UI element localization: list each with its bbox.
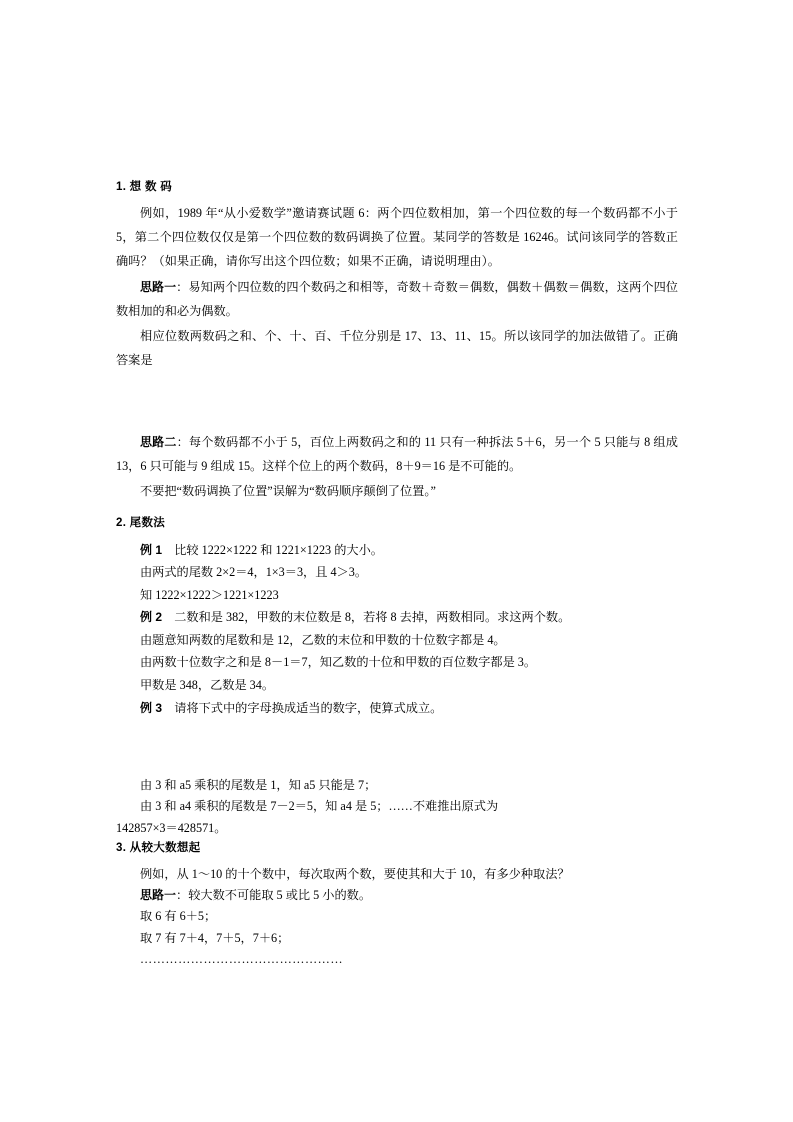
line-section3-take-6: 取 6 有 6＋5；: [140, 909, 217, 924]
line-example-2-answer: 甲数是 348，乙数是 34。: [140, 677, 275, 692]
paragraph-idea-one: [116, 276, 678, 324]
line-example-2-text: 二数和是 382，甲数的末位数是 8，若将 8 去掉，两数相同。求这两个数。: [162, 610, 571, 625]
line-example-1-text: 比较 1222×1222 和 1221×1223 的大小。: [162, 542, 383, 557]
line-example-3-result: 142857×3＝428571。: [116, 820, 227, 835]
line-example-2-work-1: 由题意知两数的尾数和是 12，乙数的末位和甲数的十位数字都是 4。: [140, 632, 506, 647]
lead-label-idea-two: 思路二: [140, 434, 177, 449]
line-example-1-statement: [116, 539, 678, 562]
line-example-2-work-2: 由两数十位数字之和是 8－1＝7，知乙数的十位和甲数的百位数字都是 3。: [140, 655, 537, 670]
section-heading-2: 2. 尾数法: [116, 517, 166, 530]
document-body: [116, 178, 678, 970]
paragraph-idea-two-text: ：每个数码都不小于 5，百位上两数码之和的 11 只有一种拆法 5＋6，另一个 5 只能与 8 组成 13，6 只可能与 9 组成 15。这样个位上的两个数码，8＋9＝16 是不可能的。: [116, 434, 678, 473]
line-section3-example: 例如，从 1～10 的十个数中，每次取两个数，要使其和大于 10，有多少种取法？: [140, 866, 570, 881]
line-example-3-statement: [116, 697, 678, 720]
section-heading-1: 1. 想 数 码: [116, 181, 173, 193]
lead-label-example-2: 例 2: [140, 610, 163, 625]
lead-label-example-3: 例 3: [140, 700, 163, 715]
paragraph-caution-note: 不要把“数码调换了位置”误解为“数码顺序颠倒了位置。”: [140, 484, 436, 499]
paragraph-idea-two: [116, 431, 678, 479]
paragraph-idea-one-text: ：易知两个四位数的四个数码之和相等，奇数＋奇数＝偶数，偶数＋偶数＝偶数，这两个四位数相加的和必为偶数。: [116, 279, 678, 318]
lead-label-idea-one: 思路一: [140, 279, 177, 294]
paragraph-digit-sums: 相应位数两数码之和、个、十、百、千位分别是 17、13、11、15。所以该同学的加法做错了。正确答案是: [116, 329, 678, 368]
line-example-1-result: 知 1222×1222＞1221×1223: [140, 587, 279, 602]
section-heading-3: 3. 从较大数想起: [116, 842, 201, 855]
figure-placeholder-2: [116, 719, 678, 775]
paragraph-example-1989: 例如，1989 年“从小爱数学”邀请赛试题 6：两个四位数相加，第一个四位数的每一个数码都不小于 5，第二个四位数仅仅是第一个四位数的数码调换了位置。某同学的答数是 16246。试问该同学的答数正确吗？（如果正确，请你写出这个四位数；如果不正确，请说明理由）。: [116, 206, 678, 268]
line-section3-ellipsis: …………………………………………: [140, 951, 343, 966]
line-example-3-text: 请将下式中的字母换成适当的数字，使算式成立。: [162, 700, 443, 715]
figure-placeholder-1: [116, 375, 678, 431]
line-example-3-work-2: 由 3 和 a4 乘积的尾数是 7－2＝5，知 a4 是 5；……不难推出原式为: [140, 799, 499, 814]
lead-label-section3-idea-one: 思路一: [140, 887, 177, 902]
line-example-3-work-1: 由 3 和 a5 乘积的尾数是 1，知 a5 只能是 7；: [140, 778, 377, 793]
line-section3-take-7: 取 7 有 7＋4，7＋5，7＋6；: [140, 930, 290, 945]
lead-label-example-1: 例 1: [140, 542, 163, 557]
line-section3-idea-one: [116, 885, 678, 906]
line-section3-idea-one-text: ：较大数不可能取 5 或比 5 小的数。: [176, 887, 372, 902]
line-example-2-statement: [116, 606, 678, 629]
line-example-1-work: 由两式的尾数 2×2＝4，1×3＝3，且 4＞3。: [140, 565, 368, 580]
